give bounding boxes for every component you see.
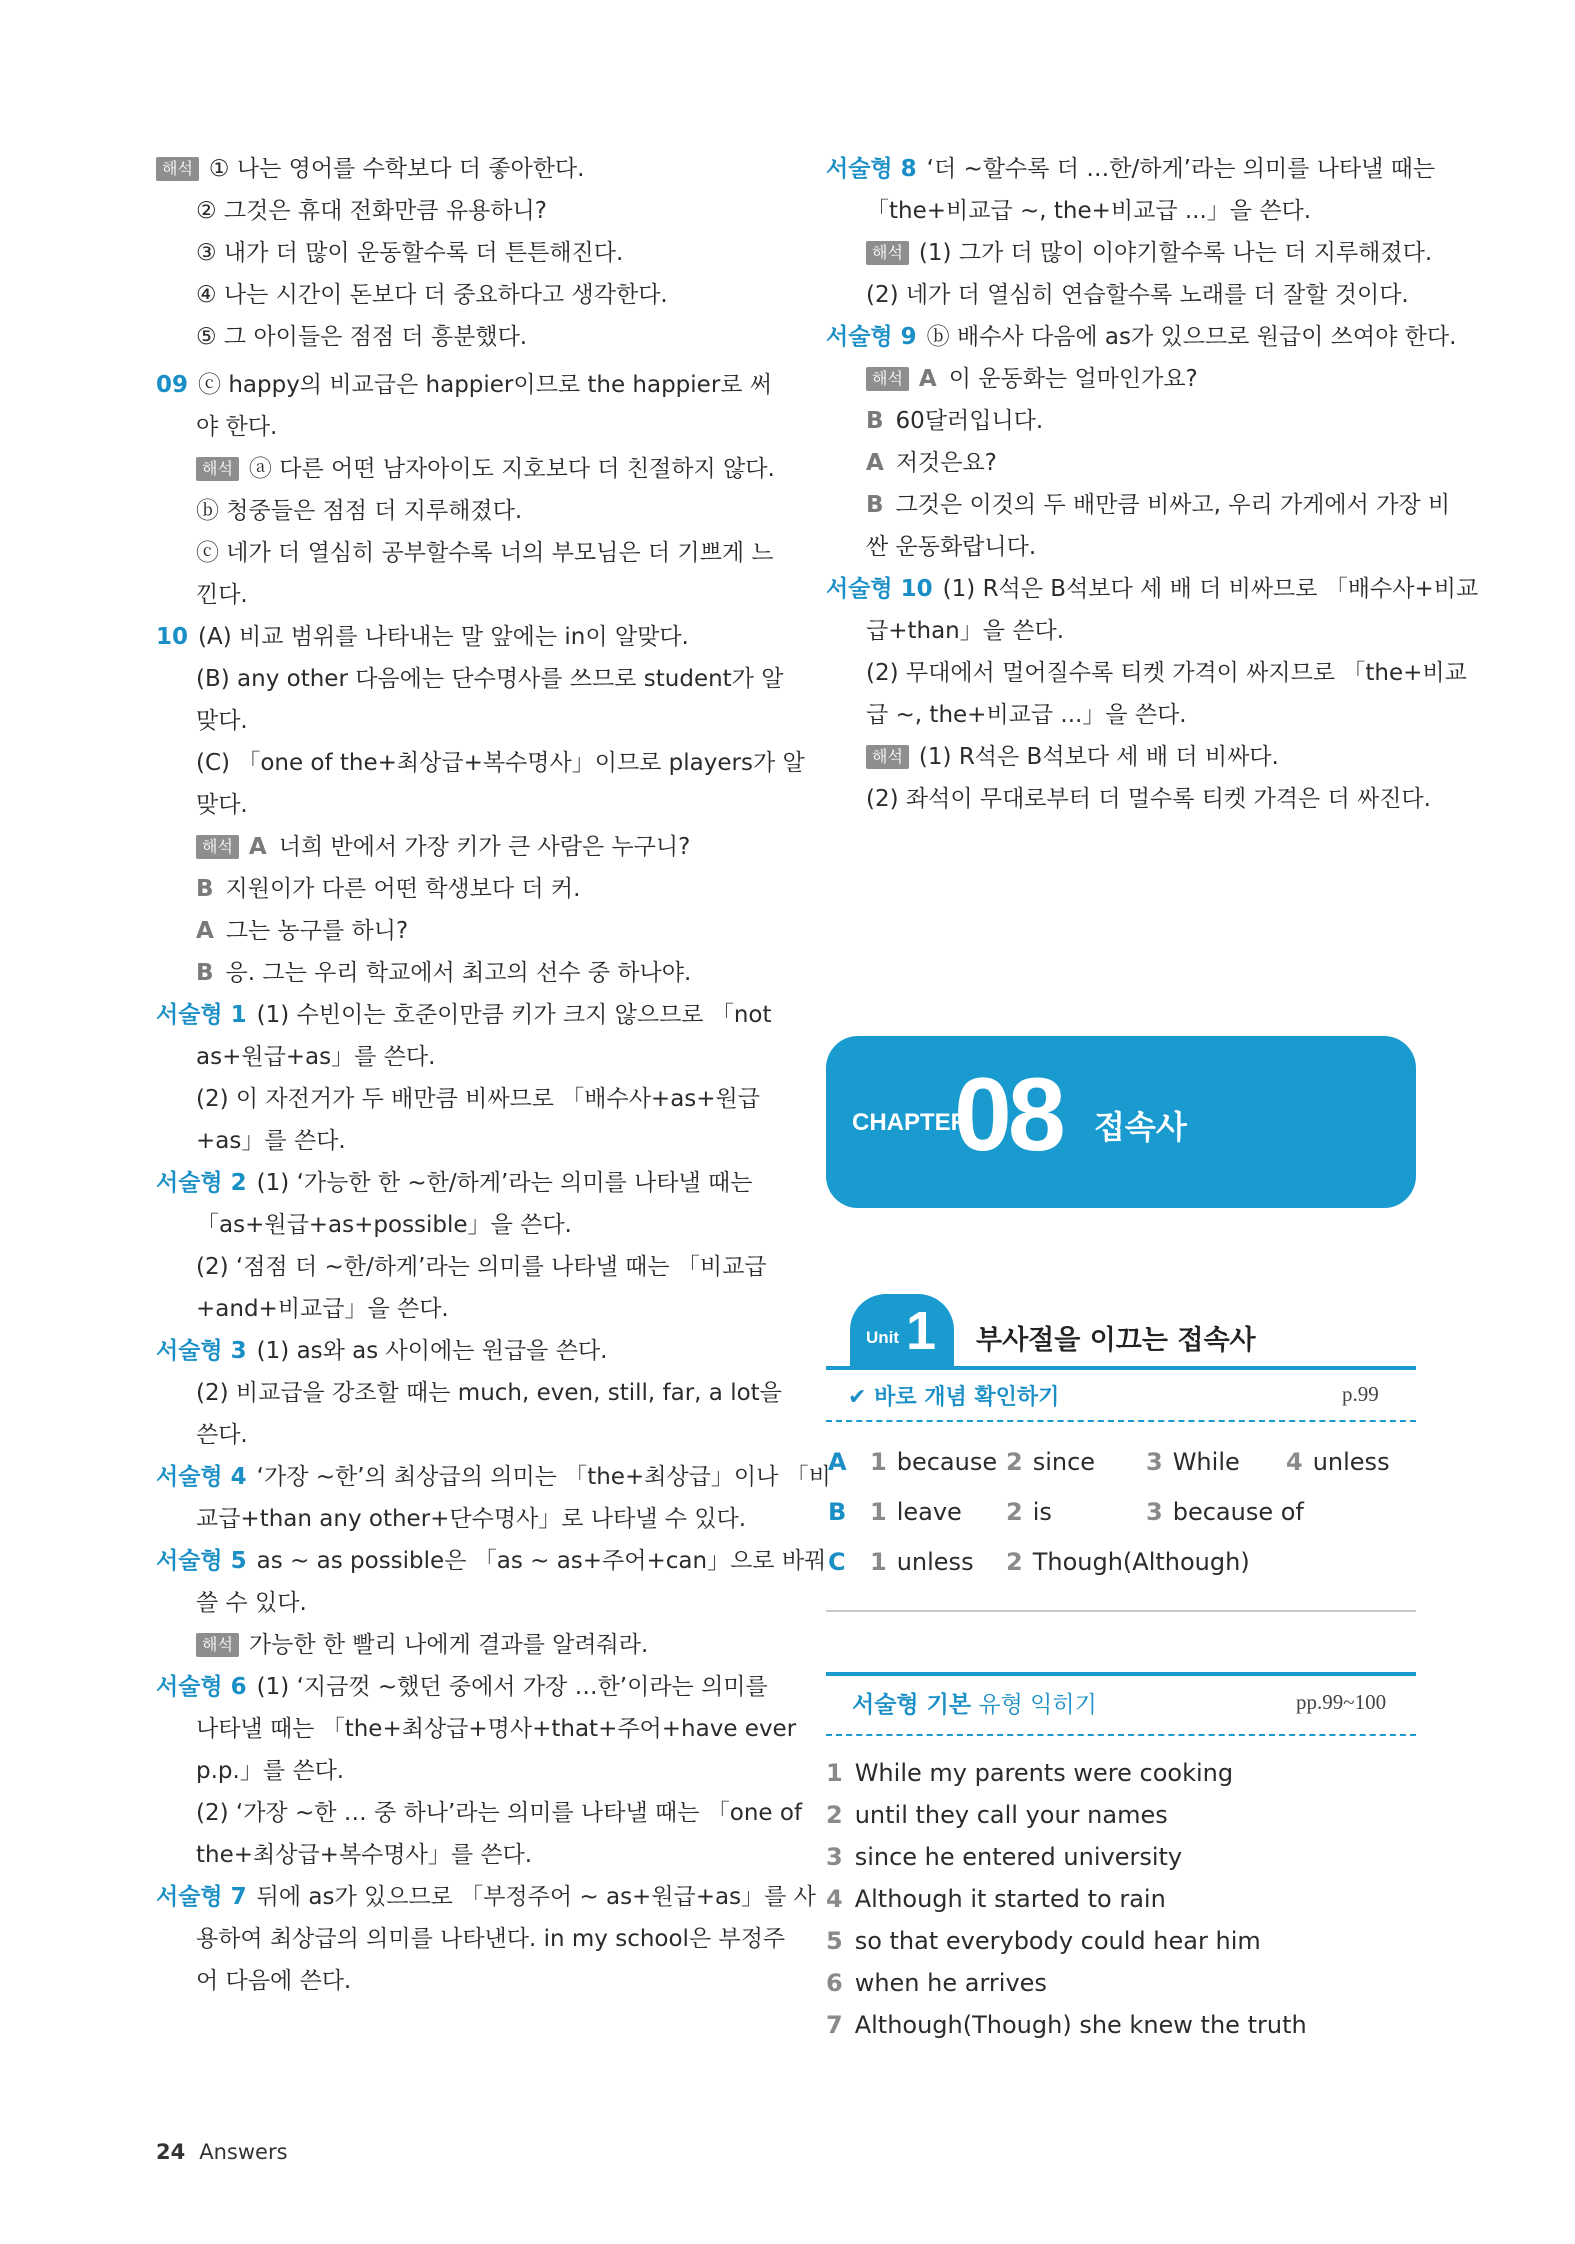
item-text: Although(Though) she knew the truth xyxy=(854,2011,1307,2039)
dashed-divider xyxy=(826,1420,1416,1422)
translation-tag: 해석 xyxy=(196,457,239,481)
answer-line xyxy=(156,952,750,994)
answer-line xyxy=(156,316,750,358)
speaker-label: A xyxy=(866,450,884,476)
answer-text: 너희 반에서 가장 키가 큰 사람은 누구니? xyxy=(278,834,691,860)
answer-text: (1) 수빈이는 호준이만큼 키가 크지 않으므로 「not xyxy=(256,1002,772,1028)
answer-text: as ~ as possible은 「as ~ as+주어+can」으로 바꿔 xyxy=(256,1548,827,1574)
translation-tag: 해석 xyxy=(196,835,239,859)
answer-text: 맞다. xyxy=(196,792,248,818)
answer-line xyxy=(826,736,1420,778)
answer-text: 응. 그는 우리 학교에서 최고의 선수 중 하나야. xyxy=(225,960,692,986)
item-text: until they call your names xyxy=(854,1801,1168,1829)
answer-text: 싼 운동화랍니다. xyxy=(866,534,1037,560)
concept-check-title: ✔ 바로 개념 확인하기 xyxy=(848,1385,1060,1410)
answer-row xyxy=(826,1492,1416,1532)
speaker-label: B xyxy=(866,408,884,434)
chapter-banner xyxy=(826,1036,1416,1208)
answer-value: leave xyxy=(896,1498,962,1526)
unit-divider xyxy=(826,1366,1416,1370)
translation-tag: 해석 xyxy=(866,367,909,391)
section2-title-sub: 유형 익히기 xyxy=(971,1692,1097,1718)
list-item xyxy=(826,1794,1307,1836)
answer-text: 급 ~, the+비교급 ...」을 쓴다. xyxy=(866,702,1187,728)
answer-item xyxy=(1006,1442,1095,1482)
unit-badge xyxy=(850,1294,954,1366)
answer-line xyxy=(826,652,1467,694)
item-text: when he arrives xyxy=(854,1969,1047,1997)
answer-line xyxy=(826,442,1420,484)
answer-line xyxy=(156,274,750,316)
answer-number: 1 xyxy=(870,1498,887,1526)
answer-line xyxy=(156,616,750,658)
answer-item xyxy=(1006,1542,1250,1582)
answer-line xyxy=(156,1876,816,1918)
question-label: 서술형 9 xyxy=(826,324,917,350)
answer-line xyxy=(826,778,1431,820)
list-item xyxy=(826,1920,1307,1962)
answer-line xyxy=(826,148,1436,190)
question-label: 서술형 4 xyxy=(156,1464,247,1490)
answer-number: 1 xyxy=(870,1548,887,1576)
answer-line xyxy=(156,994,772,1036)
item-text: so that everybody could hear him xyxy=(854,1927,1261,1955)
answer-line xyxy=(156,700,750,742)
answer-item xyxy=(1146,1492,1304,1532)
answer-section-letter: A xyxy=(828,1448,847,1476)
answer-line xyxy=(156,1204,750,1246)
answer-line xyxy=(826,526,1420,568)
section2-title xyxy=(852,1686,1097,1719)
answer-text: (1) 그가 더 많이 이야기할수록 나는 더 지루해졌다. xyxy=(918,240,1433,266)
answer-line xyxy=(156,574,750,616)
chapter-title: 접속사 xyxy=(1094,1108,1187,1146)
item-number: 7 xyxy=(826,2011,843,2039)
answer-line xyxy=(826,610,1420,652)
answer-value: since xyxy=(1032,1448,1096,1476)
answer-text: 「the+비교급 ~, the+비교급 ...」을 쓴다. xyxy=(866,198,1312,224)
answer-row xyxy=(826,1442,1416,1482)
answer-text: (2) 비교급을 강조할 때는 much, even, still, far, a lot을 xyxy=(196,1380,782,1406)
answer-value: because of xyxy=(1172,1498,1304,1526)
answer-section-letter: C xyxy=(828,1548,846,1576)
answer-text: ⑤ 그 아이들은 점점 더 흥분했다. xyxy=(196,324,528,350)
answer-text: 용하여 최상급의 의미를 나타낸다. in my school은 부정주 xyxy=(196,1926,786,1952)
answer-text: (1) ‘지금껏 ~했던 중에서 가장 …한’이라는 의미를 xyxy=(256,1674,768,1700)
answer-text: (2) 좌석이 무대로부터 더 멀수록 티켓 가격은 더 싸진다. xyxy=(866,786,1431,812)
answer-line xyxy=(156,1456,831,1498)
concept-page-ref: p.99 xyxy=(1342,1382,1379,1406)
section2-title-main: 서술형 기본 xyxy=(852,1692,972,1718)
item-text: Although it started to rain xyxy=(854,1885,1166,1913)
answer-line xyxy=(156,1036,750,1078)
list-item xyxy=(826,1752,1307,1794)
question-label: 서술형 2 xyxy=(156,1170,247,1196)
answer-text: (A) 비교 범위를 나타내는 말 앞에는 in이 알맞다. xyxy=(198,624,689,650)
translation-tag: 해석 xyxy=(866,745,909,769)
answer-text: ⓒ happy의 비교급은 happier이므로 the happier로 써 xyxy=(198,372,773,398)
answer-line xyxy=(156,910,750,952)
answer-line xyxy=(156,1498,750,1540)
answer-text: +as」를 쓴다. xyxy=(196,1128,346,1154)
answer-number: 4 xyxy=(1286,1448,1303,1476)
answer-line xyxy=(156,1666,768,1708)
answer-value: unless xyxy=(1312,1448,1390,1476)
answer-text: ‘가장 ~한’의 최상급의 의미는 「the+최상급」이나 「비 xyxy=(256,1464,831,1490)
list-item xyxy=(826,1836,1307,1878)
answer-text: 저것은요? xyxy=(895,450,997,476)
answer-value: unless xyxy=(896,1548,974,1576)
speaker-label: B xyxy=(196,960,214,986)
question-label: 서술형 7 xyxy=(156,1884,247,1910)
answer-text: 나타낼 때는 「the+최상급+명사+that+주어+have ever xyxy=(196,1716,797,1742)
speaker-label: A xyxy=(196,918,214,944)
answer-text: 그는 농구를 하니? xyxy=(225,918,409,944)
answer-line xyxy=(156,658,784,700)
item-number: 3 xyxy=(826,1843,843,1871)
answer-line xyxy=(156,406,750,448)
question-label: 서술형 10 xyxy=(826,576,933,602)
question-label: 서술형 5 xyxy=(156,1548,247,1574)
answer-line xyxy=(156,232,750,274)
answer-text: 가능한 한 빨리 나에게 결과를 알려줘라. xyxy=(248,1632,649,1658)
answer-text: ⓑ 배수사 다음에 as가 있으므로 원급이 쓰여야 한다. xyxy=(926,324,1457,350)
answer-line xyxy=(156,490,750,532)
answer-text: the+최상급+복수명사」를 쓴다. xyxy=(196,1842,533,1868)
answer-number: 3 xyxy=(1146,1448,1163,1476)
section-divider xyxy=(826,1610,1416,1612)
answer-text: (2) 무대에서 멀어질수록 티켓 가격이 싸지므로 「the+비교 xyxy=(866,660,1467,686)
answer-text: (C) 「one of the+최상급+복수명사」이므로 players가 알 xyxy=(196,750,805,776)
answer-text: 맞다. xyxy=(196,708,248,734)
answer-text: 어 다음에 쓴다. xyxy=(196,1968,352,1994)
left-column xyxy=(156,148,831,2002)
answer-line xyxy=(156,1960,750,2002)
answer-line xyxy=(156,1708,797,1750)
answer-line xyxy=(156,1624,750,1666)
item-text: since he entered university xyxy=(854,1843,1183,1871)
speaker-label: B xyxy=(866,492,884,518)
answer-value: is xyxy=(1032,1498,1052,1526)
answer-line xyxy=(156,190,750,232)
answer-line xyxy=(156,1582,750,1624)
answer-text: (1) ‘가능한 한 ~한/하게’라는 의미를 나타낼 때는 xyxy=(256,1170,753,1196)
answer-line xyxy=(156,1162,753,1204)
answer-line xyxy=(156,364,773,406)
answer-text: 교급+than any other+단수명사」로 나타낼 수 있다. xyxy=(196,1506,747,1532)
answer-value: because xyxy=(896,1448,998,1476)
unit-title: 부사절을 이끄는 접속사 xyxy=(976,1325,1256,1356)
answer-line xyxy=(156,1288,750,1330)
answer-number: 2 xyxy=(1006,1448,1023,1476)
question-label: 09 xyxy=(156,372,189,398)
answer-line xyxy=(156,826,750,868)
page-footer xyxy=(156,2140,288,2164)
answer-number: 3 xyxy=(1146,1498,1163,1526)
answer-text: 쓴다. xyxy=(196,1422,248,1448)
answer-line xyxy=(156,868,750,910)
answer-line xyxy=(826,400,1420,442)
unit-number: 1 xyxy=(906,1301,937,1361)
answer-text: (B) any other 다음에는 단수명사를 쓰므로 student가 알 xyxy=(196,666,784,692)
answer-number: 1 xyxy=(870,1448,887,1476)
answer-text: (1) as와 as 사이에는 원급을 쓴다. xyxy=(256,1338,608,1364)
answer-line xyxy=(156,148,750,190)
answer-line xyxy=(156,1120,750,1162)
question-label: 서술형 8 xyxy=(826,156,917,182)
answer-text: (1) R석은 B석보다 세 배 더 비싸다. xyxy=(918,744,1279,770)
answer-text: (2) 네가 더 열심히 연습할수록 노래를 더 잘할 것이다. xyxy=(866,282,1409,308)
chapter-number: 08 xyxy=(954,1057,1062,1173)
answer-line xyxy=(826,274,1420,316)
answer-line xyxy=(156,1834,750,1876)
answer-line xyxy=(826,190,1420,232)
answer-line xyxy=(826,316,1457,358)
answer-value: While xyxy=(1172,1448,1240,1476)
question-label: 10 xyxy=(156,624,189,650)
answer-text: 60달러입니다. xyxy=(895,408,1044,434)
answer-text: (2) ‘가장 ~한 … 중 하나’라는 의미를 나타낼 때는 「one of xyxy=(196,1800,803,1826)
answer-text: 그것은 이것의 두 배만큼 비싸고, 우리 가게에서 가장 비 xyxy=(895,492,1451,518)
answer-text: 「as+원급+as+possible」을 쓴다. xyxy=(196,1212,572,1238)
answer-text: +and+비교급」을 쓴다. xyxy=(196,1296,449,1322)
translation-tag: 해석 xyxy=(156,157,199,181)
answer-text: (1) R석은 B석보다 세 배 더 비싸므로 「배수사+비교 xyxy=(942,576,1479,602)
answer-text: ② 그것은 휴대 전화만큼 유용하니? xyxy=(196,198,547,224)
item-number: 5 xyxy=(826,1927,843,1955)
answer-row xyxy=(826,1542,1416,1582)
answer-item xyxy=(1146,1442,1240,1482)
answer-number: 2 xyxy=(1006,1498,1023,1526)
chapter-label: CHAPTER xyxy=(852,1109,969,1136)
answer-text: (2) 이 자전거가 두 배만큼 비싸므로 「배수사+as+원급 xyxy=(196,1086,760,1112)
footer-label: Answers xyxy=(199,2140,288,2164)
answer-line xyxy=(156,532,774,574)
question-label: 서술형 1 xyxy=(156,1002,247,1028)
answer-line xyxy=(156,742,805,784)
item-number: 6 xyxy=(826,1969,843,1997)
question-label: 서술형 3 xyxy=(156,1338,247,1364)
question-label: 서술형 6 xyxy=(156,1674,247,1700)
answer-line xyxy=(156,1540,827,1582)
answer-text: ‘더 ~할수록 더 …한/하게’라는 의미를 나타낼 때는 xyxy=(926,156,1436,182)
item-number: 2 xyxy=(826,1801,843,1829)
answer-text: 이 운동화는 얼마인가요? xyxy=(948,366,1198,392)
answer-text: 지원이가 다른 어떤 학생보다 더 커. xyxy=(225,876,581,902)
right-column xyxy=(826,148,1479,820)
answer-line xyxy=(156,448,775,490)
speaker-label: B xyxy=(196,876,214,902)
answer-text: 뒤에 as가 있으므로 「부정주어 ~ as+원급+as」를 사 xyxy=(256,1884,816,1910)
answer-line xyxy=(156,1330,750,1372)
answer-section-letter: B xyxy=(828,1498,847,1526)
answer-line xyxy=(156,1246,767,1288)
answer-text: ① 나는 영어를 수학보다 더 좋아한다. xyxy=(208,156,585,182)
answer-text: ⓒ 네가 더 열심히 공부할수록 너의 부모님은 더 기쁘게 느 xyxy=(196,540,774,566)
speaker-label: A xyxy=(918,366,937,392)
answer-text: as+원급+as」를 쓴다. xyxy=(196,1044,436,1070)
list-item xyxy=(826,2004,1307,2046)
unit-label: Unit xyxy=(866,1328,900,1347)
speaker-label: A xyxy=(248,834,267,860)
answer-text: ④ 나는 시간이 돈보다 더 중요하다고 생각한다. xyxy=(196,282,668,308)
answer-item xyxy=(870,1542,974,1582)
answer-line xyxy=(826,484,1451,526)
item-number: 4 xyxy=(826,1885,843,1913)
answer-line xyxy=(826,358,1420,400)
answer-item xyxy=(1286,1442,1390,1482)
list-item xyxy=(826,1878,1307,1920)
translation-tag: 해석 xyxy=(866,241,909,265)
item-text: While my parents were cooking xyxy=(854,1759,1234,1787)
translation-tag: 해석 xyxy=(196,1633,239,1657)
answer-text: 급+than」을 쓴다. xyxy=(866,618,1065,644)
answer-line xyxy=(156,1372,782,1414)
answer-text: ⓐ 다른 어떤 남자아이도 지호보다 더 친절하지 않다. xyxy=(248,456,775,482)
page-number: 24 xyxy=(156,2140,186,2164)
section2-top-line xyxy=(826,1672,1416,1676)
answer-text: ③ 내가 더 많이 운동할수록 더 튼튼해진다. xyxy=(196,240,624,266)
answer-line xyxy=(826,232,1433,274)
item-number: 1 xyxy=(826,1759,843,1787)
answer-value: Though(Although) xyxy=(1032,1548,1250,1576)
dashed-divider xyxy=(826,1734,1416,1736)
answer-text: 야 한다. xyxy=(196,414,278,440)
answer-line xyxy=(156,1414,750,1456)
answer-line xyxy=(826,568,1479,610)
answer-line xyxy=(156,1792,803,1834)
answer-item xyxy=(870,1442,997,1482)
section2-list xyxy=(826,1752,1307,2046)
answer-line xyxy=(156,784,750,826)
answer-item xyxy=(870,1492,962,1532)
answer-number: 2 xyxy=(1006,1548,1023,1576)
answer-text: p.p.」를 쓴다. xyxy=(196,1758,345,1784)
answer-text: 쓸 수 있다. xyxy=(196,1590,307,1616)
answer-text: ⓑ 청중들은 점점 더 지루해졌다. xyxy=(196,498,523,524)
answer-line xyxy=(156,1750,750,1792)
answer-line xyxy=(156,1078,760,1120)
list-item xyxy=(826,1962,1307,2004)
answer-item xyxy=(1006,1492,1052,1532)
section2-page-ref: pp.99~100 xyxy=(1296,1690,1387,1714)
answer-line xyxy=(826,694,1420,736)
answer-text: 낀다. xyxy=(196,582,248,608)
answer-line xyxy=(156,1918,786,1960)
answer-text: (2) ‘점점 더 ~한/하게’라는 의미를 나타낼 때는 「비교급 xyxy=(196,1254,767,1280)
